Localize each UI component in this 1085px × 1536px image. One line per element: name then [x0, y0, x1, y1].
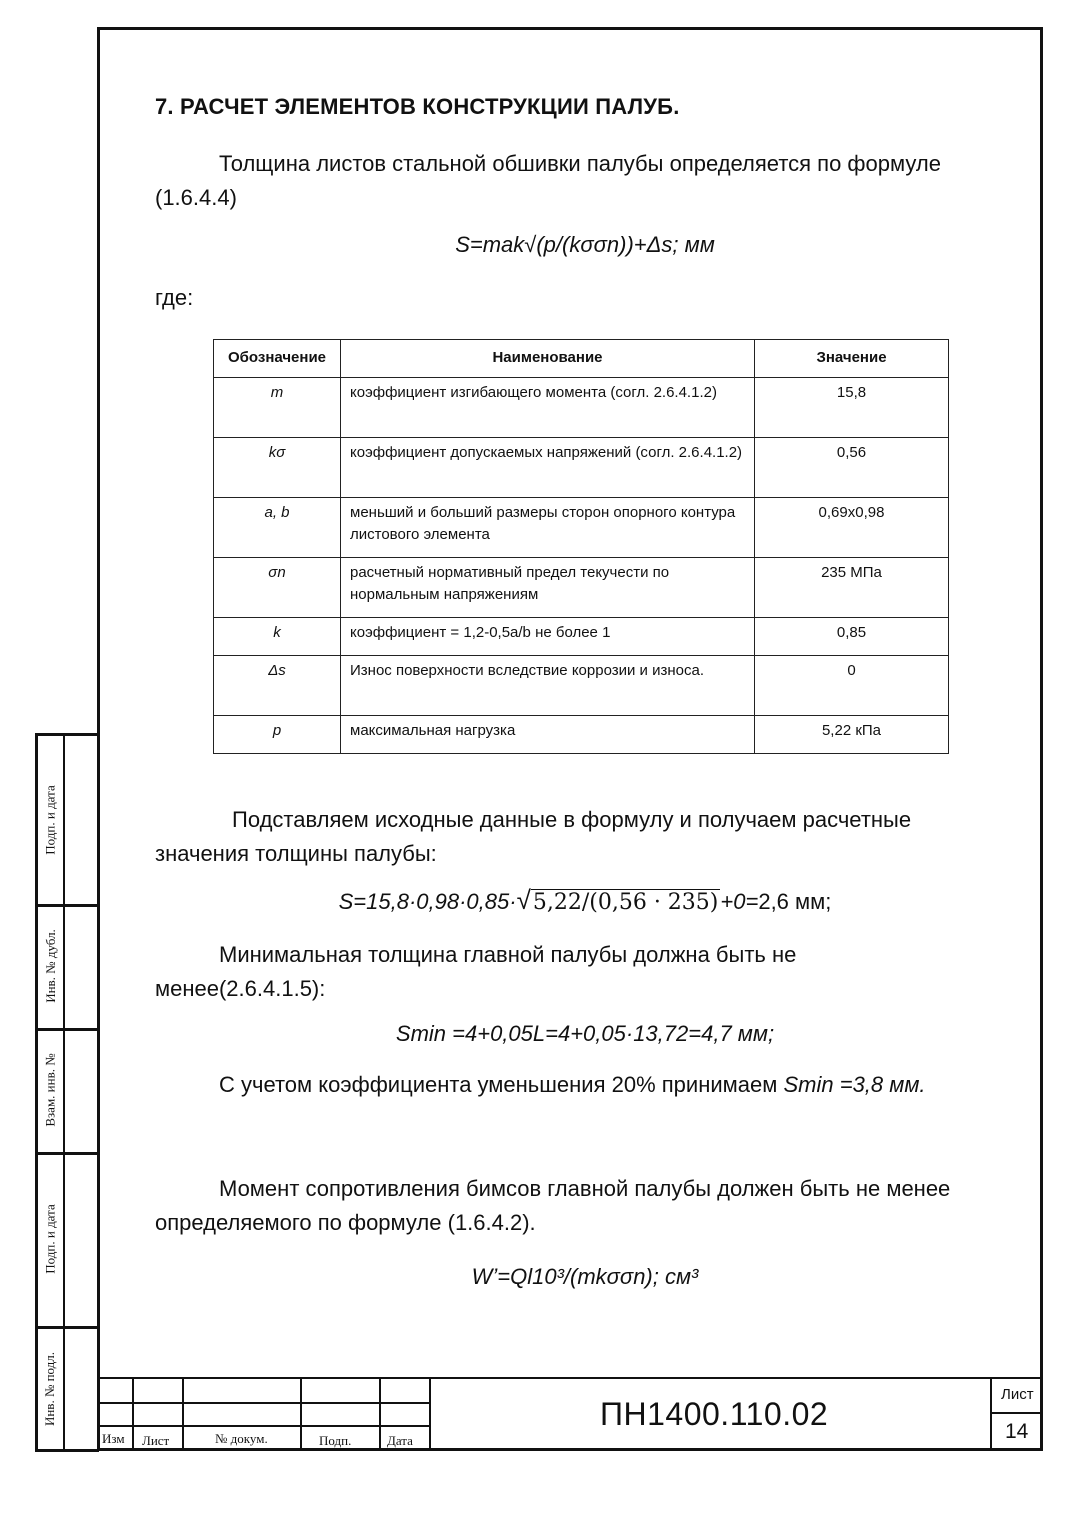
title-block: [97, 1377, 1043, 1451]
parameters-table: [213, 339, 949, 754]
formula-thickness: S=mak√(p/(kσσn))+Δs; мм: [455, 232, 715, 257]
cell-name: меньший и больший размеры сторон опорного контура листового элемента: [341, 498, 755, 558]
caption-doc-no: № докум.: [215, 1431, 268, 1446]
cell-name: коэффициент = 1,2-0,5a/b не более 1: [341, 618, 755, 656]
table-row: [214, 656, 949, 716]
table-row: [214, 498, 949, 558]
cell-value: 15,8: [755, 378, 949, 438]
paragraph-reduction: [219, 1068, 926, 1102]
cell-name: коэффициент допускаемых напряжений (согл. 2.6.4.1.2): [341, 438, 755, 498]
cell-symbol: Δs: [214, 656, 341, 716]
formula-min-thickness: Smin =4+0,05L=4+0,05·13,72=4,7 мм;: [395, 1021, 775, 1046]
cell-name: Износ поверхности вследствие коррозии и износа.: [341, 656, 755, 716]
side-label-sign-date-2: Подп. и дата: [42, 1204, 58, 1274]
cell-value: 5,22 кПа: [755, 716, 949, 754]
cell-value: 0,56: [755, 438, 949, 498]
paragraph-beam-line1: Момент сопротивления бимсов главной палубы должен быть не менее: [219, 1176, 951, 1201]
formula-thickness-calc: S=15,8·0,98·0,85·√5,22/(0,56 · 235)+0=2,6 мм;: [338, 885, 832, 915]
sheet-number: 14: [1005, 1420, 1029, 1443]
cell-value: 235 МПа: [755, 558, 949, 618]
cell-name: коэффициент изгибающего момента (согл. 2.6.4.1.2): [341, 378, 755, 438]
cell-value: 0,69х0,98: [755, 498, 949, 558]
caption-izm: Изм: [102, 1431, 125, 1446]
cell-name: максимальная нагрузка: [341, 716, 755, 754]
table-row: [214, 558, 949, 618]
cell-symbol: σn: [214, 558, 341, 618]
table-row: [214, 378, 949, 438]
caption-list: Лист: [142, 1433, 170, 1448]
document-code: ПН1400.110.02: [600, 1396, 829, 1432]
header-symbol: Обозначение: [214, 340, 341, 378]
side-stamp: [35, 733, 99, 1452]
paragraph-substitute-line2: значения толщины палубы:: [155, 841, 437, 866]
cell-symbol: p: [214, 716, 341, 754]
where-label: где:: [155, 285, 194, 310]
side-label-inv-dubl: Инв. № дубл.: [42, 929, 58, 1003]
reduction-text: С учетом коэффициента уменьшения 20% принимаем: [219, 1072, 784, 1097]
paragraph-min-thickness-line2: менее(2.6.4.1.5):: [155, 976, 326, 1001]
cell-value: 0,85: [755, 618, 949, 656]
formula2-result: 2,6 мм;: [758, 889, 832, 914]
formula2-root: 5,22/(0,56 · 235): [532, 890, 719, 915]
cell-symbol: a, b: [214, 498, 341, 558]
paragraph-thickness: Толщина листов стальной обшивки палубы определяется по формуле (1.6.4.4): [155, 151, 941, 210]
paragraph-beam-line2: определяемого по формуле (1.6.4.2).: [155, 1210, 536, 1235]
sheet-label: Лист: [1001, 1386, 1034, 1403]
cell-symbol: m: [214, 378, 341, 438]
paragraph-substitute-line1: Подставляем исходные данные в формулу и получаем расчетные: [232, 807, 912, 832]
cell-symbol: kσ: [214, 438, 341, 498]
caption-date: Дата: [387, 1433, 413, 1448]
cell-value: 0: [755, 656, 949, 716]
table-row: [214, 438, 949, 498]
table-row: [214, 618, 949, 656]
table-row: [214, 716, 949, 754]
caption-sign: Подп.: [319, 1433, 352, 1448]
table-header-row: [214, 340, 949, 378]
side-label-inv-podl: Инв. № подл.: [42, 1351, 58, 1427]
side-label-vzam-inv: Взам. инв. №: [42, 1053, 58, 1127]
section-heading: 7. РАСЧЕТ ЭЛЕМЕНТОВ КОНСТРУКЦИИ ПАЛУБ.: [155, 94, 680, 119]
formula-section-modulus: W’=Ql10³/(mkσσn); см³: [471, 1264, 699, 1289]
cell-symbol: k: [214, 618, 341, 656]
header-value: Значение: [755, 340, 949, 378]
paragraph-min-thickness-line1: Минимальная толщина главной палубы должна быть не: [219, 942, 797, 967]
side-label-sign-date-1: Подп. и дата: [42, 785, 58, 855]
header-name: Наименование: [341, 340, 755, 378]
formula2-prefix: S=15,8·0,98·0,85·: [338, 889, 517, 914]
reduction-value: Smin =3,8 мм.: [783, 1072, 926, 1097]
cell-name: расчетный нормативный предел текучести по нормальным напряжениям: [341, 558, 755, 618]
formula2-post: +0=: [720, 889, 759, 914]
